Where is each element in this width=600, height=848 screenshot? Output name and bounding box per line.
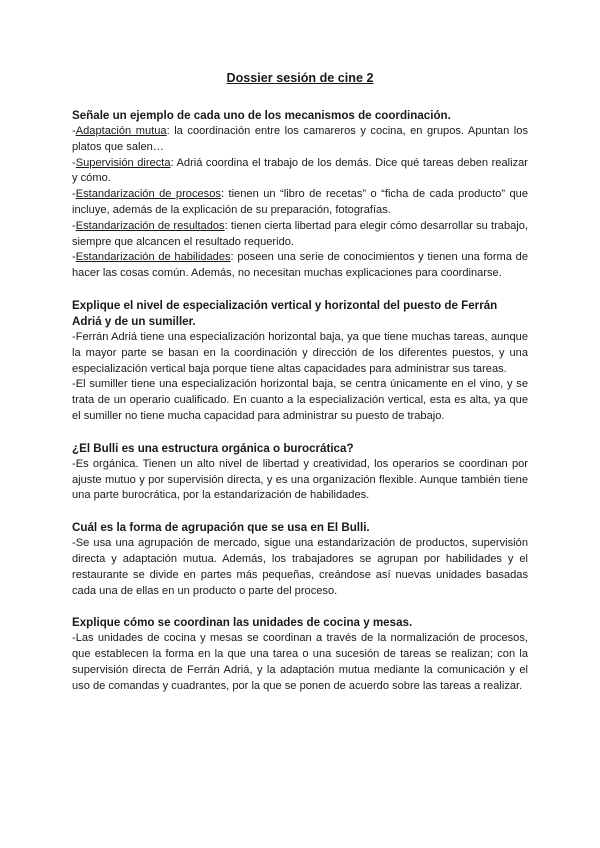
item-prefix: - (72, 156, 76, 169)
answer-paragraph: -Ferrán Adriá tiene una especialización horizontal baja, ya que tiene muchas tareas, aunque la mayor parte se basan en la coordinación y dirección de los diferentes puestos, y una especialización vertical baja porque tiene altas capacidades para administrar sus tareas. (72, 330, 528, 375)
answer-item (72, 250, 528, 282)
question-heading: Señale un ejemplo de cada uno de los mecanismos de coordinación. (72, 109, 451, 122)
item-prefix: - (72, 188, 76, 201)
question-heading: Cuál es la forma de agrupación que se usa en El Bulli. (72, 521, 370, 535)
question-heading: ¿El Bulli es una estructura orgánica o burocrática? (72, 441, 354, 455)
question-heading: Explique cómo se coordinan las unidades de cocina y mesas. (72, 616, 413, 630)
document-page (72, 70, 528, 711)
item-text: : tienen cierta libertad para elegir cómo desarrollar su trabajo, siempre que alcancen el resultado requerido. (72, 219, 529, 248)
item-term: Estandarización de procesos (75, 188, 221, 201)
answer-paragraph: -Se usa una agrupación de mercado, sigue una estandarización de productos, supervisión directa y adaptación mutua. Además, los trabajadores se agrupan por habilidades y el restaurante se divide en partes más pequeñas, creándose así nuevas unidades basadas cada una de ellas en un producto o parte del proceso. (72, 537, 528, 597)
answer-paragraph: -El sumiller tiene una especialización horizontal baja, se centra únicamente en el vino, y se trata de un operario cualificado. En cuanto a la especialización vertical, esta es alta, ya que el sumiller no tiene mucha capacidad para administrar su puesto de trabajo. (72, 378, 528, 422)
section-grouping (72, 520, 528, 599)
item-prefix: - (72, 125, 76, 137)
answer-item (72, 156, 528, 188)
section-structure-type (72, 441, 528, 504)
question-heading: Explique el nivel de especialización vertical y horizontal del puesto de Ferrán Adriá y de un sumiller. (72, 298, 498, 328)
section-unit-coordination (72, 615, 528, 694)
document-title: Dossier sesión de cine 2 (226, 71, 374, 85)
item-term: Estandarización de resultados (75, 219, 225, 232)
item-term: Supervisión directa (75, 156, 171, 169)
item-term: Estandarización de habilidades (75, 251, 231, 264)
answer-item (72, 219, 528, 251)
answer-item (72, 124, 528, 156)
item-prefix: - (72, 251, 76, 264)
answer-paragraph: -Es orgánica. Tienen un alto nivel de libertad y creatividad, los operarios se coordinan por ajuste mutuo y por supervisión directa, y es una organización flexible. Aunque también tiene una parte burocrática, por la estandarización de habilidades. (72, 457, 528, 502)
item-text: : tienen un “libro de recetas” o “ficha de cada producto” que incluye, además de la explicación de su preparación, fotografías. (72, 188, 528, 216)
section-coordination-mechanisms (72, 108, 528, 282)
answer-paragraph: -Las unidades de cocina y mesas se coordinan a través de la normalización de procesos, que establecen la forma en la que una tarea o una sucesión de tareas se realizan; con la supervisión directa de Ferrán Adriá, y la adaptación mutua mediante la comunicación y el uso de comandas y cuadrantes, por la que se ponen de acuerdo sobre las tareas a realizar. (72, 632, 528, 692)
section-specialization (72, 298, 528, 425)
answer-item (72, 187, 528, 219)
item-text: : la coordinación entre los camareros y cocina, en grupos. Apuntan los platos que salen… (72, 125, 528, 153)
item-text: : poseen una serie de conocimientos y tienen una forma de hacer las cosas común. Además, no necesitan muchas explicaciones para coordinarse. (72, 251, 528, 280)
item-prefix: - (72, 219, 76, 232)
item-text: : Adriá coordina el trabajo de los demás. Dice qué tareas deben realizar y cómo. (72, 156, 528, 185)
item-term: Adaptación mutua (75, 125, 167, 137)
